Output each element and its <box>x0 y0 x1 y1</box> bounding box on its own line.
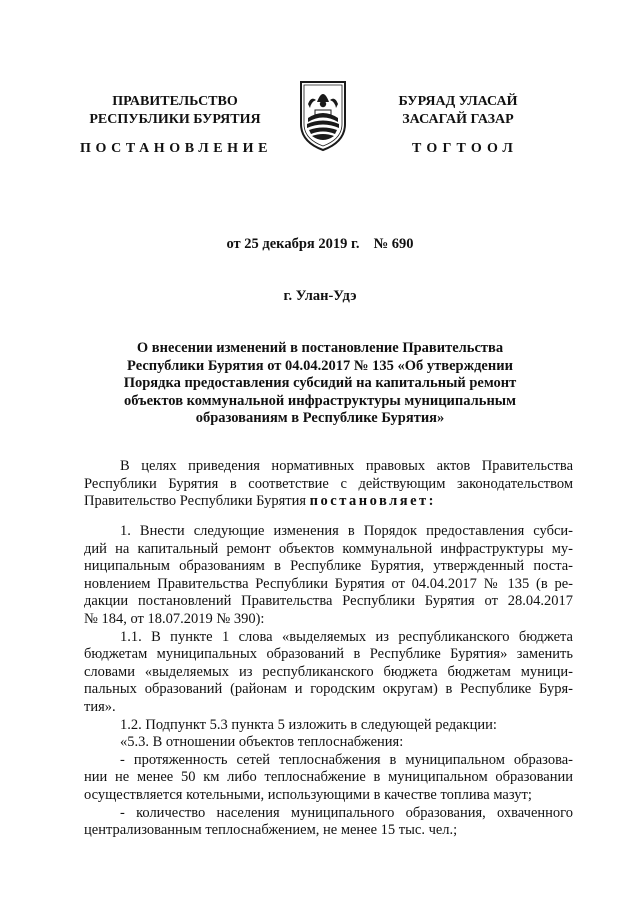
document-number: № 690 <box>373 236 414 252</box>
body-line: 1. Внести следующие изменения в Порядок предоставления субси- <box>120 523 573 539</box>
body-line: словами «выделяемых из республиканского бюджета бюджетам муници- <box>84 663 573 680</box>
title-line: образованиям в Республике Бурятия» <box>195 410 445 426</box>
resolution-body <box>84 523 573 840</box>
body-line: осуществляется котельными, использующими в качестве топлива мазут; <box>84 786 532 803</box>
body-line: № 184, от 18.07.2019 № 390): <box>84 610 265 627</box>
body-line: 1.2. Подпункт 5.3 пункта 5 изложить в следующей редакции: <box>120 716 497 733</box>
body-line: 1.1. В пункте 1 слова «выделяемых из республиканского бюджета <box>120 628 573 645</box>
header-government-ru <box>80 93 270 129</box>
header-government-bua <box>383 93 533 129</box>
body-line: пальных образований (районам и городским округам) в Республике Буря- <box>84 681 573 698</box>
body-line: бюджетам муниципальных образований в Республике Бурятия» заменить <box>84 646 573 663</box>
document-date: от 25 декабря 2019 г. <box>226 236 360 252</box>
header-left-line: РЕСПУБЛИКИ БУРЯТИЯ <box>89 112 261 127</box>
resolution-verb: постановляет: <box>309 493 437 510</box>
body-line: ниципальным образованиям в Республике Бурятия, утвержденный поста- <box>84 558 573 575</box>
title-line: объектов коммунальной инфраструктуры муниципальным <box>123 392 516 409</box>
preamble-text: Правительство Республики Бурятия <box>84 493 307 510</box>
body-line: новлением Правительства Республики Бурятия от 04.04.2017 № 135 (в ре- <box>84 575 573 592</box>
header-right-line: ЗАСАГАЙ ГАЗАР <box>402 112 514 127</box>
document-kind-bua: ТОГТООЛ <box>412 141 519 156</box>
coat-of-arms-icon <box>297 80 349 152</box>
body-line: - количество населения муниципального образования, охваченного <box>120 804 573 821</box>
title-line: Порядка предоставления субсидий на капитальный ремонт <box>123 375 517 391</box>
paragraph-line: В целях приведения нормативных правовых актов Правительства <box>120 458 573 474</box>
body-line: централизованным теплоснабжением, не менее 15 тыс. чел.; <box>84 822 458 839</box>
header-left-line: ПРАВИТЕЛЬСТВО <box>112 94 238 109</box>
title-line: Республики Бурятия от 04.04.2017 № 135 «Об утверждении <box>127 357 513 374</box>
date-number-line <box>0 236 640 253</box>
preamble-paragraph <box>84 458 573 511</box>
paragraph-line <box>84 493 573 511</box>
body-line: - протяженность сетей теплоснабжения в муниципальном образова- <box>120 751 573 768</box>
body-line: тия». <box>84 698 116 715</box>
title-line: О внесении изменений в постановление Правительства <box>136 340 504 356</box>
header-right-line: БУРЯАД УЛАСАЙ <box>398 94 518 109</box>
document-kind-ru: ПОСТАНОВЛЕНИЕ <box>80 141 273 156</box>
body-line: дий на капитальный ремонт объектов коммунальной инфраструктуры му- <box>84 540 573 557</box>
document-city: г. Улан-Удэ <box>283 288 357 304</box>
document-title <box>100 340 540 428</box>
body-line: «5.3. В отношении объектов теплоснабжения: <box>120 734 404 751</box>
paragraph-line: Республики Бурятия в соответствие с действующим законодательством <box>84 475 573 492</box>
body-line: дакции постановлений Правительства Республики Бурятия от 28.04.2017 <box>84 593 573 610</box>
body-line: нии не менее 50 км либо теплоснабжение в муниципальном образовании <box>84 769 573 786</box>
